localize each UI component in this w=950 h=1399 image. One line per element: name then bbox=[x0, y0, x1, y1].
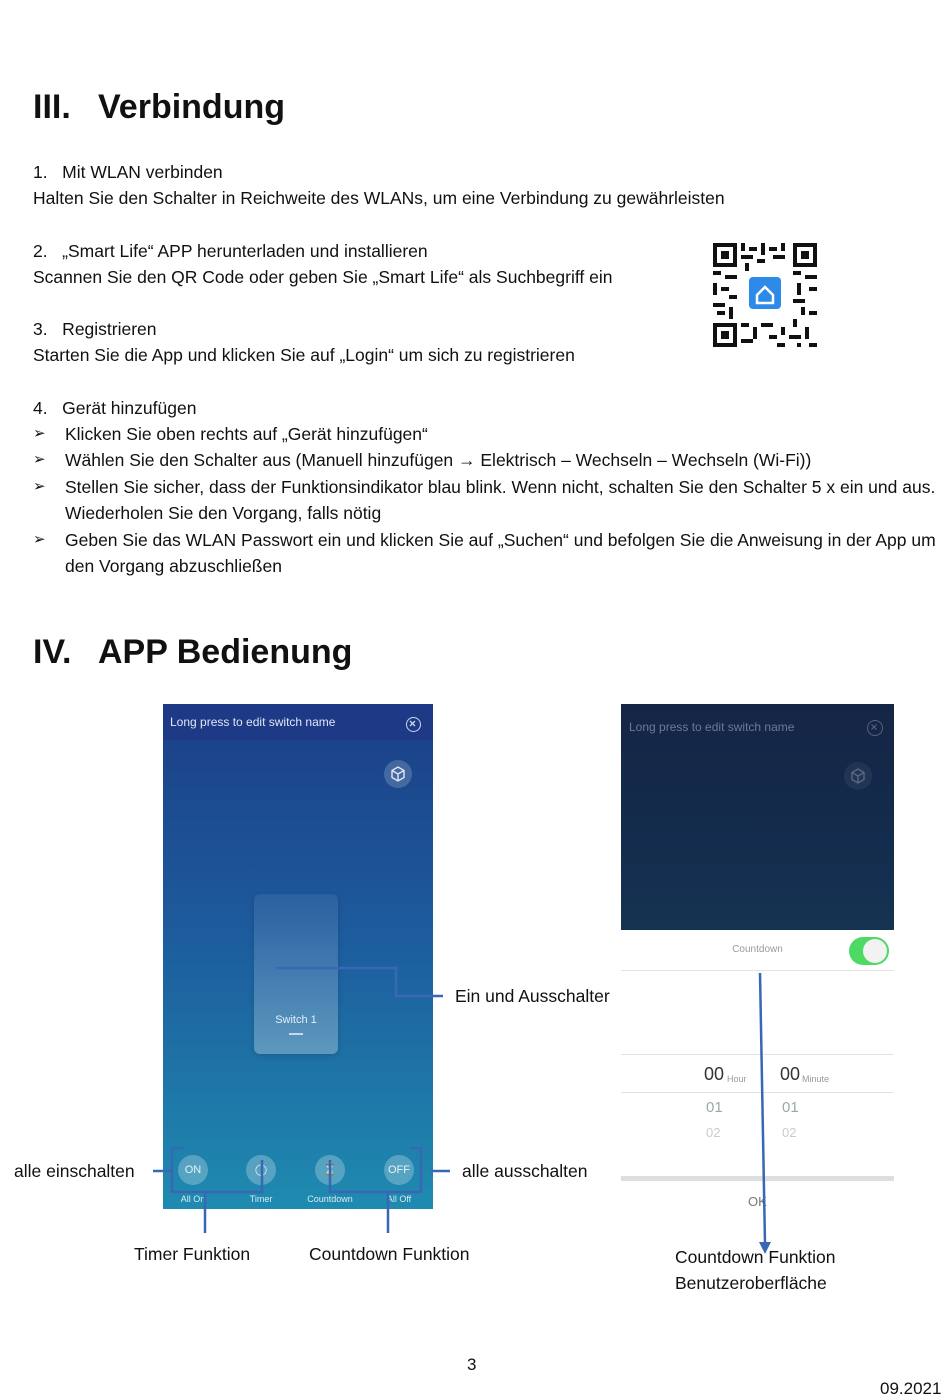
bullet-text: Wählen Sie den Schalter aus (Manuell hinzufügen → Elektrisch – Wechseln – Wechseln (Wi-Fi)) bbox=[65, 450, 812, 470]
all-off-label: All Off bbox=[386, 1194, 412, 1204]
timer-annotation-line bbox=[184, 1160, 262, 1192]
countdown-ui-annotation-line1: Countdown Funktion bbox=[675, 1247, 836, 1267]
all-on-button: ON bbox=[178, 1155, 208, 1185]
minute-unit: Minute bbox=[802, 1074, 830, 1084]
countdown-label: Countdown bbox=[307, 1194, 353, 1204]
hour-option: 01 bbox=[706, 1099, 723, 1116]
section-4-number: IV. bbox=[33, 633, 72, 671]
section-4-title: APP Bedienung bbox=[98, 633, 353, 671]
step-3-text: Starten Sie die App und klicken Sie auf „Login“ um sich zu registrieren bbox=[33, 345, 575, 365]
section-3-number: III. bbox=[33, 88, 71, 126]
hourglass-icon: ⌛ bbox=[315, 1155, 345, 1185]
step-2-text: Scannen Sie den QR Code oder geben Sie „Smart Life“ als Suchbegriff ein bbox=[33, 267, 613, 287]
section-3-title: Verbindung bbox=[98, 88, 285, 126]
edit-switch-name-hint: Long press to edit switch name bbox=[170, 715, 336, 729]
all-on-annotation: alle einschalten bbox=[14, 1161, 135, 1181]
page-number: 3 bbox=[467, 1355, 477, 1374]
arrowhead-bullet-icon: ➢ bbox=[33, 531, 46, 548]
hour-option: 02 bbox=[706, 1125, 721, 1140]
step-4-title: 4. Gerät hinzufügen bbox=[33, 398, 197, 418]
hour-unit: Hour bbox=[727, 1074, 747, 1084]
hour-value: 00 bbox=[704, 1064, 725, 1084]
minute-value: 00 bbox=[780, 1064, 801, 1084]
ok-button: OK bbox=[748, 1194, 767, 1209]
minute-option: 01 bbox=[782, 1099, 799, 1116]
switch-label: Switch 1 bbox=[275, 1014, 317, 1026]
step-3-title: 3. Registrieren bbox=[33, 319, 157, 339]
bullet-text: Klicken Sie oben rechts auf „Gerät hinzufügen“ bbox=[65, 424, 428, 444]
countdown-ui-annotation-line2: Benutzeroberfläche bbox=[675, 1273, 827, 1293]
bullet-text: Stellen Sie sicher, dass der Funktionsindikator blau blink. Wenn nicht, schalten Sie den Schalter 5 x ein und aus. Wiederholen Sie den Vorgang, falls nötig bbox=[65, 477, 936, 523]
arrowhead-bullet-icon: ➢ bbox=[33, 451, 46, 468]
countdown-annotation-line bbox=[330, 1160, 410, 1192]
all-off-annotation: alle ausschalten bbox=[462, 1161, 588, 1181]
step-1-title: 1. Mit WLAN verbinden bbox=[33, 162, 223, 182]
edit-switch-name-hint: Long press to edit switch name bbox=[629, 720, 795, 734]
all-on-label: All On bbox=[180, 1194, 206, 1204]
step-1-text: Halten Sie den Schalter in Reichweite des WLANs, um eine Verbindung zu gewährleisten bbox=[33, 188, 725, 208]
arrowhead-bullet-icon: ➢ bbox=[33, 425, 46, 442]
countdown-annotation: Countdown Funktion bbox=[309, 1244, 470, 1264]
switch-annotation: Ein und Ausschalter bbox=[455, 986, 610, 1006]
step-2-title: 2. „Smart Life“ APP herunterladen und installieren bbox=[33, 241, 428, 261]
timer-label: Timer bbox=[249, 1194, 273, 1204]
timer-icon: ◯ bbox=[246, 1155, 276, 1185]
countdown-title: Countdown bbox=[732, 944, 783, 955]
countdown-ui-arrow bbox=[760, 973, 765, 1244]
bullet-text: Geben Sie das WLAN Passwort ein und klicken Sie auf „Suchen“ und befolgen Sie die Anweisung in der App um den Vorgang abzuschließen bbox=[65, 530, 936, 576]
arrowhead-bullet-icon: ➢ bbox=[33, 478, 46, 495]
document-date: 09.2021 bbox=[880, 1379, 942, 1398]
minute-option: 02 bbox=[782, 1125, 797, 1140]
all-off-button: OFF bbox=[384, 1155, 414, 1185]
timer-annotation: Timer Funktion bbox=[134, 1244, 251, 1264]
switch-annotation-line bbox=[276, 968, 443, 996]
